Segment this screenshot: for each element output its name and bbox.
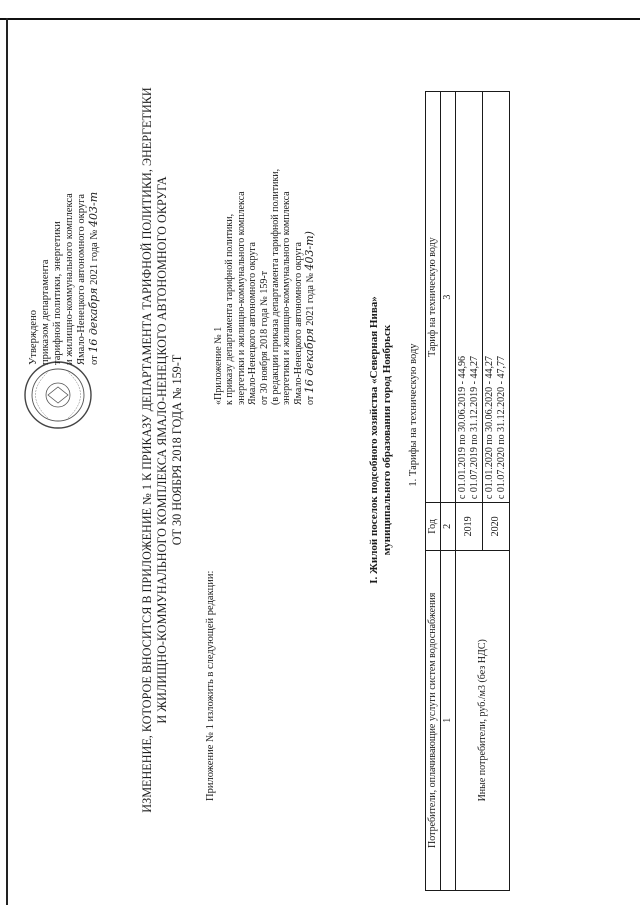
table-row (456, 92, 483, 891)
tariff-cell (456, 92, 483, 503)
appendix-line: к приказу департамента тарифной политики, (224, 213, 236, 405)
approval-line: Ямало-Ненецкого автономного округа (76, 193, 87, 365)
tariff-line: с 01.07.2019 по 31.12.2019 - 44,27 (469, 356, 480, 500)
header-tariff: Тариф на техническую воду (426, 92, 441, 503)
year-cell: 2020 (483, 503, 510, 550)
title-line: И ЖИЛИЩНО-КОММУНАЛЬНОГО КОМПЛЕКСА ЯМАЛО-НЕНЕЦКОГО АВТОНОМНОГО ОКРУГА (155, 176, 169, 724)
appendix-block (213, 65, 317, 405)
table-subtitle: 1. Тарифы на техническую воду (408, 343, 419, 487)
appendix-line: Ямало-Ненецкого автономного округа (292, 242, 304, 405)
consumer-cell: Иные потребители, руб./м3 (без НДС) (456, 550, 510, 890)
approval-date-line (88, 35, 101, 365)
intro-text: Приложение № 1 изложить в следующей редакции: (205, 570, 216, 801)
tariffs-table (425, 91, 510, 891)
approval-line: и жилищно-коммунального комплекса (64, 193, 75, 365)
approval-block (28, 35, 101, 365)
document-title (140, 55, 185, 845)
appendix-date-prefix: от (305, 395, 317, 405)
appendix-date-suffix: 2021 года № (305, 272, 317, 326)
appendix-line: энергетики и жилищно-коммунального комплекса (235, 191, 247, 405)
tariff-line: с 01.01.2019 по 30.06.2019 - 44,96 (457, 356, 468, 500)
approval-line: тарифной политики, энергетики (52, 221, 63, 365)
appendix-line: от 30 ноября 2018 года № 159-т (258, 270, 270, 405)
tariff-cell (483, 92, 510, 503)
year-cell: 2019 (456, 503, 483, 550)
approval-line: приказом департамента (40, 259, 51, 365)
official-seal-icon (8, 360, 108, 430)
table-header-row (426, 92, 441, 891)
column-number: 3 (441, 92, 456, 503)
approval-number-handwritten: 403-т (87, 191, 100, 228)
appendix-line: (в редакции приказа департамента тарифной политики, (270, 168, 282, 405)
column-number: 2 (441, 503, 456, 550)
title-line: ИЗМЕНЕНИЕ, КОТОРОЕ ВНОСИТСЯ В ПРИЛОЖЕНИЕ № 1 К ПРИКАЗУ ДЕПАРТАМЕНТА ТАРИФНОЙ ПОЛИТИКИ, ЭНЕРГЕТИКИ (140, 87, 154, 813)
approval-date-suffix: 2021 года № (89, 229, 100, 285)
appendix-line: энергетики и жилищно-коммунального комплекса (281, 191, 293, 405)
column-number: 1 (441, 550, 456, 890)
approval-date-prefix: от (89, 355, 100, 365)
title-line: ОТ 30 НОЯБРЯ 2018 ГОДА № 159-Т (170, 354, 184, 546)
tariff-line: с 01.07.2020 по 31.12.2020 - 47,77 (496, 356, 507, 500)
header-consumers: Потребители, оплачивающие услуги систем водоснабжения (426, 550, 441, 890)
appendix-line: Ямало-Ненецкого автономного округа (247, 242, 259, 405)
appendix-date-line (304, 65, 316, 405)
table-number-row (441, 92, 456, 891)
header-year: Год (426, 503, 441, 550)
section-heading (368, 175, 394, 705)
approval-date-handwritten: 16 декабря (87, 287, 100, 353)
section-line-1: I. Жилой поселок подсобного хозяйства «Северная Нива» (368, 296, 380, 584)
approval-line: Утверждено (28, 310, 39, 365)
section-line-2: муниципального образования город Ноябрьск (381, 324, 393, 556)
appendix-line: «Приложение № 1 (213, 326, 224, 405)
appendix-date-handwritten: 16 декабря (303, 328, 317, 394)
tariff-line: с 01.01.2020 по 30.06.2020 - 44,27 (484, 356, 495, 500)
appendix-number-handwritten: 403-т) (303, 231, 317, 271)
